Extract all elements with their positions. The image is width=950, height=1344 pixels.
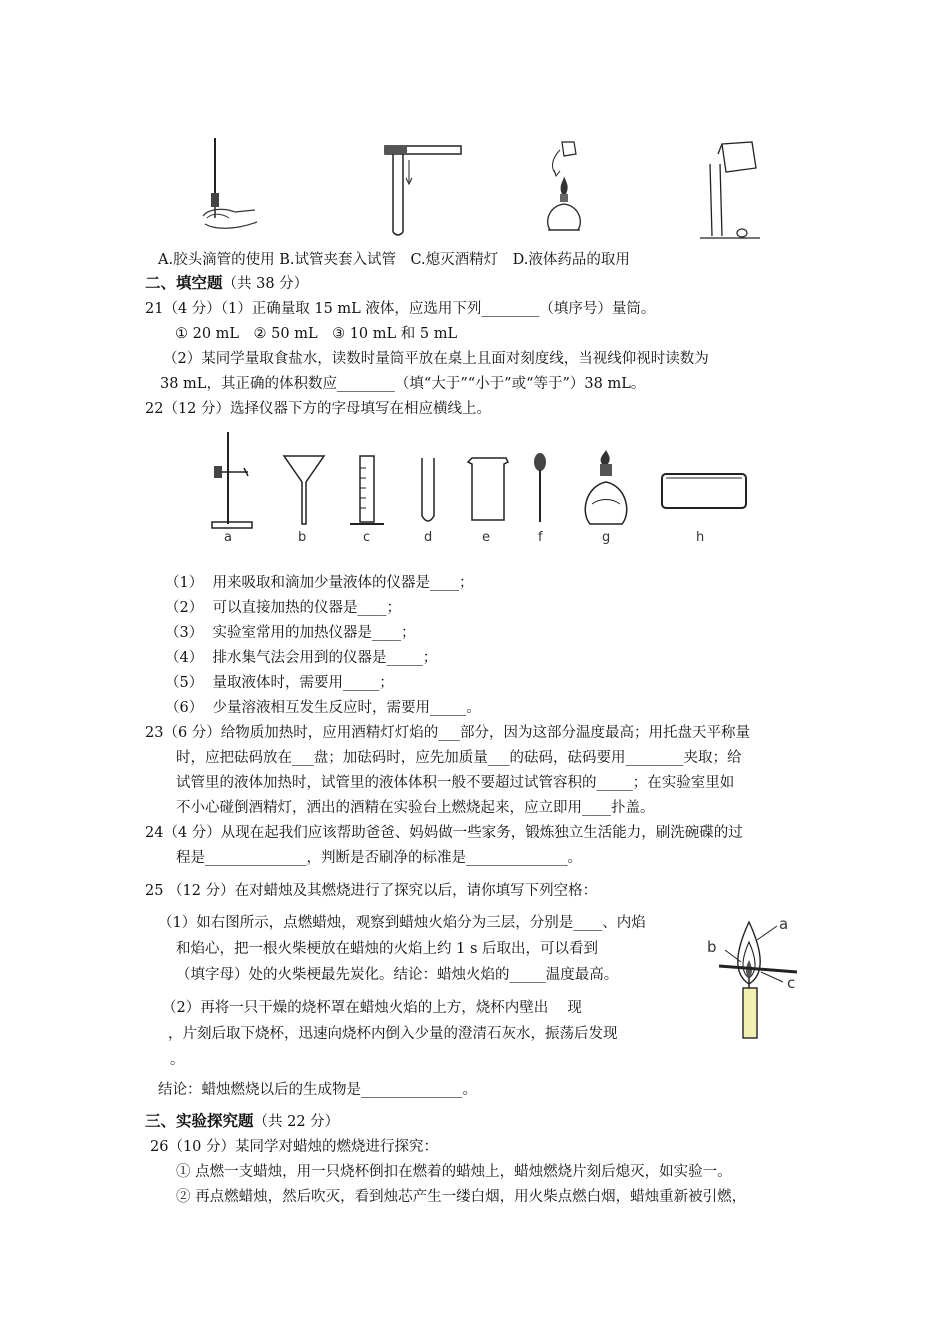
apparatus-label-e: e xyxy=(482,530,490,545)
flame-label-b: b xyxy=(707,938,717,956)
graduated-cylinder-icon xyxy=(350,456,384,524)
q22-item-text: 量取液体时，需要用_____； xyxy=(212,675,394,691)
dropper-icon xyxy=(534,453,546,522)
q26-intro: 26（10 分）某同学对蜡烛的燃烧进行探究： xyxy=(150,1139,439,1155)
q21-part2-line2: 38 mL，其正确的体积数应________（填“大于”“小于”或“等于”）38 mL。 xyxy=(160,376,646,392)
q22-item xyxy=(165,623,415,643)
q22-item xyxy=(165,673,394,693)
dropper-usage-figure xyxy=(195,138,265,238)
q23-line2: 时，应把砝码放在___盘；加砝码时，应先加质量___的砝码，砝码要用________夹取；给 xyxy=(176,750,742,766)
iron-stand-icon xyxy=(212,432,252,528)
q25-part1-line3: （填字母）处的火柴梗最先炭化。结论：蜡烛火焰的_____温度最高。 xyxy=(176,967,619,983)
q25-part2-line2: ，片刻后取下烧杯，迅速向烧杯内倒入少量的澄清石灰水，振荡后发现 xyxy=(168,1026,618,1042)
q23-line4: 不小心碰倒酒精灯，洒出的酒精在实验台上燃烧起来，应立即用____扑盖。 xyxy=(176,800,655,816)
q22-item-text: 少量溶液相互发生反应时，需要用_____。 xyxy=(212,700,481,716)
apparatus-label-d: d xyxy=(424,530,433,545)
section3-heading xyxy=(145,1111,339,1132)
q23-line3: 试管里的液体加热时，试管里的液体体积一般不要超过试管容积的_____；在实验室里如 xyxy=(176,775,735,791)
test-tube-clamp-figure xyxy=(383,142,463,237)
q24-line2: 程是______________，判断是否刷净的标准是______________。 xyxy=(176,850,582,866)
apparatus-row xyxy=(200,428,760,532)
apparatus-label-b: b xyxy=(298,530,307,545)
apparatus-label-f: f xyxy=(538,530,543,545)
q25-intro: 25 （12 分）在对蜡烛及其燃烧进行了探究以后，请你填写下列空格： xyxy=(145,883,598,899)
q25-part1-line1: （1）如右图所示，点燃蜡烛，观察到蜡烛火焰分为三层，分别是____、内焰 xyxy=(158,915,646,931)
q25-conclusion: 结论：蜡烛燃烧以后的生成物是______________。 xyxy=(158,1082,477,1098)
q21-part2-line1: （2）某同学量取食盐水，读数时量筒平放在桌上且面对刻度线，当视线仰视时读数为 xyxy=(163,351,709,367)
flame-label-c: c xyxy=(787,974,796,992)
q22-item-num: （4） xyxy=(165,650,204,666)
q22-item-num: （3） xyxy=(165,625,204,641)
test-tube-icon xyxy=(422,458,434,521)
q25-part1-line2: 和焰心，把一根火柴梗放在蜡烛的火焰上约 1 s 后取出，可以看到 xyxy=(176,941,598,957)
section3-title: 三、实验探究题 xyxy=(145,1112,254,1130)
q22-item-num: （6） xyxy=(165,700,204,716)
q22-item-num: （1） xyxy=(165,575,204,591)
q24-line1: 24（4 分）从现在起我们应该帮助爸爸、妈妈做一些家务，锻炼独立生活能力，刷洗碗碟的过 xyxy=(145,825,743,841)
q22-intro: 22（12 分）选择仪器下方的字母填写在相应横线上。 xyxy=(145,401,492,417)
q22-item-text: 用来吸取和滴加少量液体的仪器是____； xyxy=(212,575,474,591)
q26-step2: ② 再点燃蜡烛，然后吹灭，看到烛芯产生一缕白烟，用火柴点燃白烟，蜡烛重新被引燃， xyxy=(176,1189,747,1205)
q22-item-text: 排水集气法会用到的仪器是_____； xyxy=(212,650,438,666)
water-trough-icon xyxy=(662,474,746,508)
section2-points: （共 38 分） xyxy=(222,276,309,292)
section3-points: （共 22 分） xyxy=(253,1114,340,1130)
alcohol-lamp-icon xyxy=(585,450,627,524)
apparatus-label-c: c xyxy=(363,530,371,545)
q22-item xyxy=(165,573,473,593)
q22-item xyxy=(165,598,401,618)
flame-label-a: a xyxy=(779,915,789,933)
q22-item xyxy=(165,698,481,718)
extinguish-lamp-figure xyxy=(540,140,590,235)
apparatus-label-g: g xyxy=(602,530,611,545)
q22-item-text: 可以直接加热的仪器是____； xyxy=(212,600,401,616)
q21-intro: 21（4 分）（1）正确量取 15 mL 液体，应选用下列________（填序号）量筒。 xyxy=(145,301,656,317)
q21-options: ① 20 mL ② 50 mL ③ 10 mL 和 5 mL xyxy=(175,326,458,342)
apparatus-label-h: h xyxy=(696,530,705,545)
q22-item xyxy=(165,648,437,668)
q23-line1: 23（6 分）给物质加热时，应用酒精灯灯焰的___部分，因为这部分温度最高；用托盘天平称量 xyxy=(145,725,751,741)
funnel-icon xyxy=(284,456,324,524)
section2-heading xyxy=(145,273,308,294)
section2-title: 二、填空题 xyxy=(145,274,223,292)
q22-item-num: （5） xyxy=(165,675,204,691)
q26-step1: ① 点燃一支蜡烛，用一只烧杯倒扣在燃着的蜡烛上，蜡烛燃烧片刻后熄灭，如实验一。 xyxy=(176,1164,732,1180)
q22-item-num: （2） xyxy=(165,600,204,616)
beaker-icon xyxy=(468,458,508,520)
top-figures-caption: A.胶头滴管的使用 B.试管夹套入试管 C.熄灭酒精灯 D.液体药品的取用 xyxy=(158,252,630,268)
q25-part2-line3: 。 xyxy=(170,1052,185,1068)
pour-liquid-figure xyxy=(700,140,770,240)
q22-item-text: 实验室常用的加热仪器是____； xyxy=(212,625,416,641)
apparatus-label-a: a xyxy=(224,530,232,545)
q25-part2-line1: （2）再将一只干燥的烧杯罩在蜡烛火焰的上方，烧杯内壁出 现 xyxy=(162,1000,582,1016)
